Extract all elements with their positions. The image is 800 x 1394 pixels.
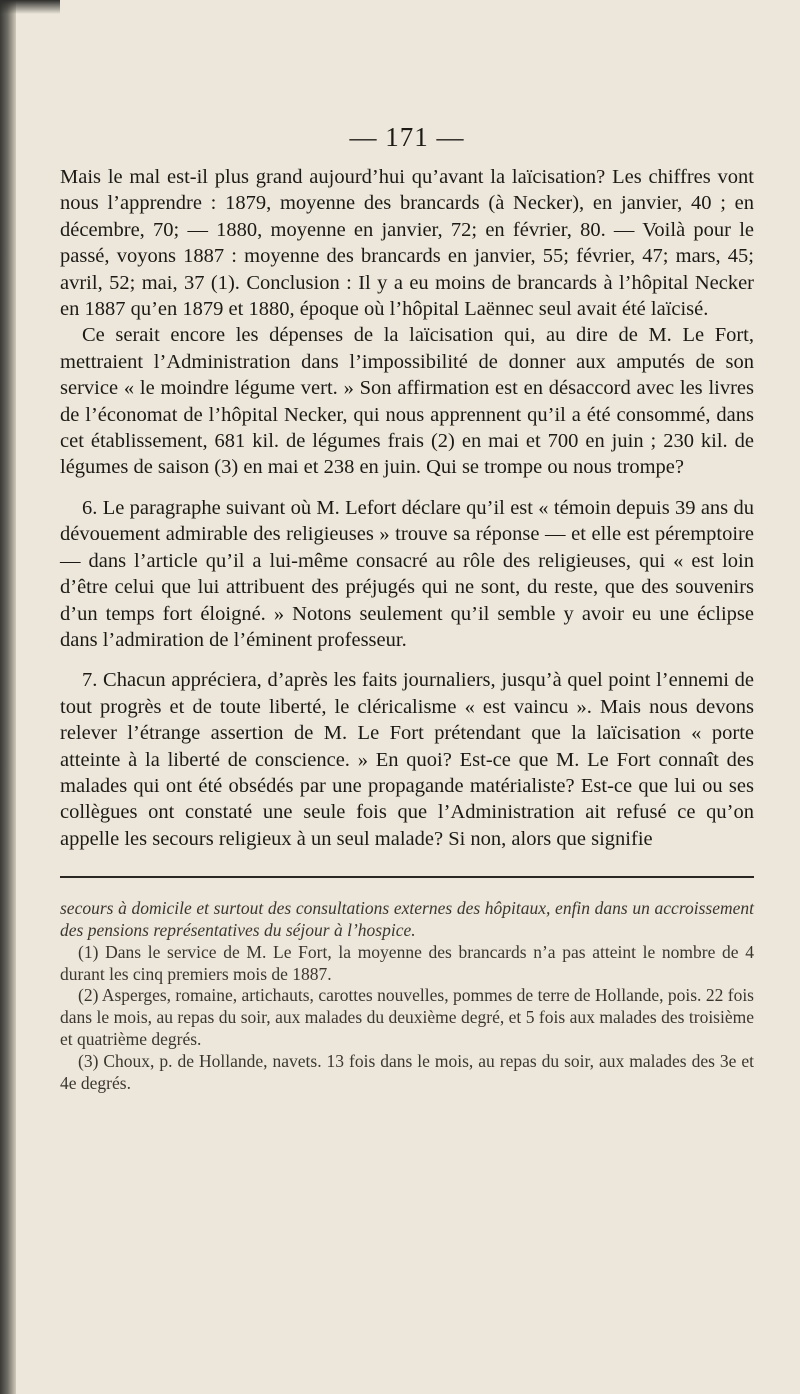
footnote-separator xyxy=(60,876,754,878)
footnote-3: (3) Choux, p. de Hollande, navets. 13 fois dans le mois, au repas du soir, aux malades des 3e et 4e degrés. xyxy=(60,1050,754,1093)
book-binding-edge xyxy=(0,0,16,1394)
main-text xyxy=(60,164,754,852)
paragraph-6-religieuses: 6. Le paragraphe suivant où M. Lefort déclare qu’il est « témoin depuis 39 ans du dévouement admirable des religieuses » trouve sa réponse — et elle est péremptoire — dans l’article qu’il a lui-même consacré au rôle des religieuses, qui « est loin d’être celui que lui attribuent des préjugés qui ne sont, du reste, que des souvenirs d’un temps fort éloigné. » Notons seulement qu’il semble y avoir eu une éclipse dans l’admiration de l’éminent professeur. xyxy=(60,496,754,651)
page-corner-shadow xyxy=(0,0,60,14)
footnote-1: (1) Dans le service de M. Le Fort, la moyenne des brancards n’a pas atteint le nombre de 4 durant les cinq premiers mois de 1887. xyxy=(60,941,754,984)
paragraph-legumes: Ce serait encore les dépenses de la laïcisation qui, au dire de M. Le Fort, mettraient l’Administration dans l’impossibilité de donner aux amputés de son service « le moindre légume vert. » Son affirmation est en désaccord avec les livres de l’économat de l’hôpital Necker, qui nous apprennent qu’il a été consommé, dans cet établissement, 681 kil. de légumes frais (2) en mai et 700 en juin ; 230 kil. de légumes de saison (3) en mai et 238 en juin. Qui se trompe ou nous trompe? xyxy=(60,324,754,479)
page-number: — 171 — xyxy=(349,122,465,152)
footnote-2: (2) Asperges, romaine, artichauts, carottes nouvelles, pommes de terre de Hollande, pois. 22 fois dans le mois, au repas du soir, aux malades du deuxième degré, et 5 fois aux malades des troisième et quatrième degrés. xyxy=(60,985,754,1049)
footnotes xyxy=(60,898,754,1094)
paragraph-laicisation-stats: Mais le mal est-il plus grand aujourd’hui qu’avant la laïcisation? Les chiffres vont nous l’apprendre : 1879, moyenne des brancards (à Necker), en janvier, 40 ; en décembre, 70; — 1880, moyenne en janvier, 72; en février, 80. — Voilà pour le passé, voyons 1887 : moyenne des brancards en janvier, 55; février, 47; mars, 45; avril, 52; mai, 37 (1). Conclusion : Il y a eu moins de brancards à l’hôpital Necker en 1887 qu’en 1879 et 1880, époque où l’hôpital Laënnec seul avait été laïcisé. xyxy=(60,166,754,321)
book-page xyxy=(60,120,754,1094)
footnote-continuation: secours à domicile et surtout des consultations externes des hôpitaux, enfin dans un accroissement des pensions représentatives du séjour à l’hospice. xyxy=(60,898,754,940)
paragraph-7-clericalisme: 7. Chacun appréciera, d’après les faits journaliers, jusqu’à quel point l’ennemi de tout progrès et de toute liberté, le cléricalisme « est vaincu ». Mais nous devons relever l’étrange assertion de M. Le Fort prétendant que la laïcisation « porte atteinte à la liberté de conscience. » En quoi? Est-ce que M. Le Fort connaît des malades qui ont été obsédés par une propagande matérialiste? Est-ce que lui ou ses collègues ont constaté une seule fois que l’Administration ait refusé ce qu’on appelle les secours religieux à un seul malade? Si non, alors que signifie xyxy=(60,669,754,850)
